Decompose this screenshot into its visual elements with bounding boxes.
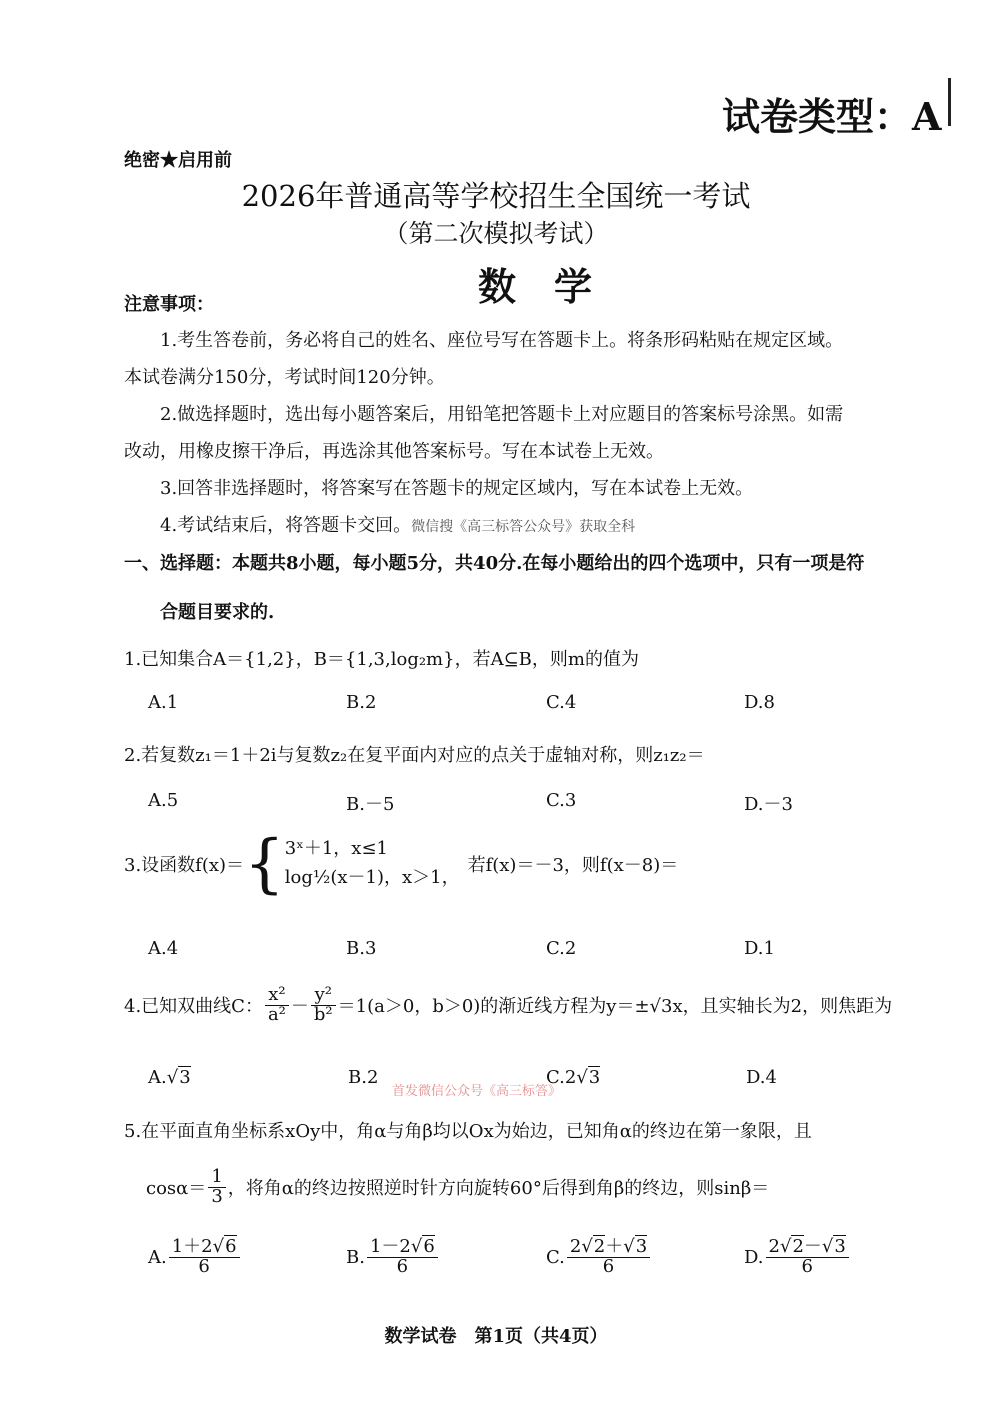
notice-4 bbox=[160, 511, 635, 537]
q5-c-rad: 2 bbox=[593, 1236, 606, 1257]
q1-option-c: C.4 bbox=[546, 692, 577, 713]
q5-b-den: 6 bbox=[396, 1255, 409, 1277]
q5-b-num: 1－2 bbox=[369, 1236, 411, 1257]
q5-cos-frac bbox=[208, 1168, 225, 1207]
q5-d-op: － bbox=[803, 1236, 822, 1257]
q5-option-a-label: A. bbox=[148, 1246, 167, 1268]
q4-option-c: C.2√3 bbox=[546, 1067, 601, 1088]
q5-option-b-frac: $\frac{1-2√6}{6}$ bbox=[367, 1238, 438, 1277]
q3-stem bbox=[124, 827, 679, 901]
q3-option-b: B.3 bbox=[346, 938, 377, 959]
q3-case-2: log½(x－1)，x＞1， bbox=[284, 867, 460, 888]
q3-cases bbox=[285, 835, 460, 893]
q4-option-a-radicand: 3 bbox=[179, 1067, 191, 1088]
notice-1: 1.考生答卷前，务必将自己的姓名、座位号写在答题卡上。将条形码粘贴在规定区域。 bbox=[160, 330, 844, 351]
q5-b-rad: 6 bbox=[423, 1236, 435, 1257]
q1-option-d: D.8 bbox=[744, 692, 775, 713]
q4-option-d: D.4 bbox=[746, 1067, 777, 1088]
exam-title: 2026年普通高等学校招生全国统一考试 bbox=[241, 179, 751, 213]
section1-heading: 一、选择题：本题共8小题，每小题5分，共40分.在每小题给出的四个选项中，只有一项是符 bbox=[124, 553, 865, 574]
q4-option-c-radicand: 3 bbox=[588, 1067, 601, 1088]
notice-2: 2.做选择题时，选出每小题答案后，用铅笔把答题卡上对应题目的答案标号涂黑。如需 bbox=[160, 404, 844, 425]
watermark: 首发微信公众号《高三标答》 bbox=[392, 1084, 562, 1099]
q5-d-rad2: 3 bbox=[834, 1236, 846, 1257]
notice-source: 微信搜《高三标答公众号》获取全科 bbox=[411, 519, 636, 535]
q4-frac2-num: y² bbox=[311, 986, 336, 1006]
subject-title: 数 学 bbox=[477, 264, 592, 309]
q5-d-rad: 2 bbox=[792, 1236, 804, 1257]
q5-stem-line1: 5.在平面直角坐标系xOy中，角α与角β均以Ox为始边，已知角α的终边在第一象限，且 bbox=[124, 1121, 812, 1142]
q3-option-d: D.1 bbox=[744, 938, 775, 959]
q5-d-num: 2 bbox=[768, 1236, 780, 1257]
q5-a-rad: 6 bbox=[225, 1236, 237, 1257]
q5-d-den: 6 bbox=[801, 1255, 813, 1277]
q2-option-d: D.－3 bbox=[744, 794, 793, 815]
q5-stem-line2 bbox=[146, 1168, 769, 1207]
notice-1-cont: 本试卷满分150分，考试时间120分钟。 bbox=[124, 367, 445, 388]
q3-option-c: C.2 bbox=[546, 938, 577, 959]
q3-option-a: A.4 bbox=[148, 938, 179, 959]
q4-frac1-den: a² bbox=[267, 1003, 286, 1025]
q5-cos-num: 1 bbox=[208, 1168, 225, 1188]
notice-4-text: 4.考试结束后，将答题卡交回。 bbox=[160, 515, 412, 536]
q4-option-c-label: C.2 bbox=[546, 1067, 577, 1088]
q4-frac-y bbox=[311, 986, 336, 1025]
secret-label: 绝密★启用前 bbox=[124, 150, 232, 171]
q1-option-b: B.2 bbox=[346, 692, 377, 713]
q3-case-1: 3ˣ＋1，x≤1 bbox=[284, 838, 388, 860]
q2-stem: 2.若复数z₁＝1＋2i与复数z₂在复平面内对应的点关于虚轴对称，则z₁z₂＝ bbox=[124, 745, 705, 766]
notice-2-cont: 改动，用橡皮擦干净后，再选涂其他答案标号。写在本试卷上无效。 bbox=[124, 441, 664, 462]
q5-cos-den: 3 bbox=[211, 1185, 223, 1207]
piecewise-brace: { bbox=[244, 827, 285, 901]
q4-frac-x bbox=[265, 986, 289, 1025]
q5-option-a bbox=[148, 1238, 242, 1277]
q5-option-d-frac: $\frac{2√2-√3}{6}$ bbox=[766, 1238, 849, 1277]
q4-stem-b: ＝1(a＞0，b＞0)的渐近线方程为y＝±√3x，且实轴长为2，则焦距为 bbox=[337, 996, 893, 1018]
q3-prefix: 3.设函数f(x)＝ bbox=[124, 855, 245, 876]
exam-subtitle: （第二次模拟考试） bbox=[383, 219, 609, 248]
q5-option-d-label: D. bbox=[744, 1246, 764, 1268]
q4-option-a-label: A. bbox=[148, 1067, 167, 1088]
q5-option-b bbox=[346, 1238, 440, 1277]
q5-c-op: ＋ bbox=[605, 1236, 624, 1257]
q5-option-b-label: B. bbox=[346, 1246, 365, 1268]
q5-cos-prefix: cosα＝ bbox=[146, 1178, 207, 1200]
q5-option-c bbox=[546, 1238, 652, 1277]
q2-option-a: A.5 bbox=[148, 790, 179, 811]
section1-heading-cont: 合题目要求的. bbox=[160, 602, 275, 623]
paper-type: 试卷类型：A bbox=[722, 94, 942, 139]
q4-stem bbox=[124, 986, 892, 1025]
q5-stem-line2-text: ，将角α的终边按照逆时针方向旋转60°后得到角β的终边，则sinβ＝ bbox=[227, 1178, 770, 1200]
q4-minus: － bbox=[290, 996, 309, 1018]
q5-a-den: 6 bbox=[198, 1255, 210, 1277]
q5-c-rad2: 3 bbox=[635, 1236, 648, 1257]
q5-option-a-frac: $\frac{1+2√6}{6}$ bbox=[169, 1238, 240, 1277]
q4-option-b: B.2 bbox=[348, 1067, 379, 1088]
q2-option-c: C.3 bbox=[546, 790, 577, 811]
notice-3: 3.回答非选择题时，将答案写在答题卡的规定区域内，写在本试卷上无效。 bbox=[160, 478, 754, 499]
q5-c-num: 2 bbox=[569, 1236, 582, 1257]
q5-c-den: 6 bbox=[602, 1255, 615, 1277]
notice-title: 注意事项： bbox=[124, 294, 214, 315]
q4-option-a: A.√3 bbox=[148, 1067, 191, 1088]
q1-option-a: A.1 bbox=[148, 692, 179, 713]
q4-frac1-num: x² bbox=[265, 986, 289, 1006]
q4-frac2-den: b² bbox=[313, 1003, 333, 1025]
q5-option-c-label: C. bbox=[546, 1246, 565, 1268]
q2-option-b: B.－5 bbox=[346, 794, 395, 815]
q1-stem: 1.已知集合A＝{1,2}，B＝{1,3,log₂m}，若A⊆B，则m的值为 bbox=[124, 649, 639, 670]
q5-option-d bbox=[744, 1238, 851, 1277]
q4-stem-a: 4.已知双曲线C： bbox=[124, 996, 263, 1018]
page-footer: 数学试卷 第1页（共4页） bbox=[384, 1326, 608, 1347]
q3-suffix: 若f(x)＝－3，则f(x－8)＝ bbox=[467, 855, 679, 876]
page-edge-mark bbox=[948, 78, 951, 126]
q5-a-num: 1＋2 bbox=[171, 1236, 213, 1257]
q5-option-c-frac: $\frac{2√2+√3}{6}$ bbox=[567, 1238, 650, 1277]
